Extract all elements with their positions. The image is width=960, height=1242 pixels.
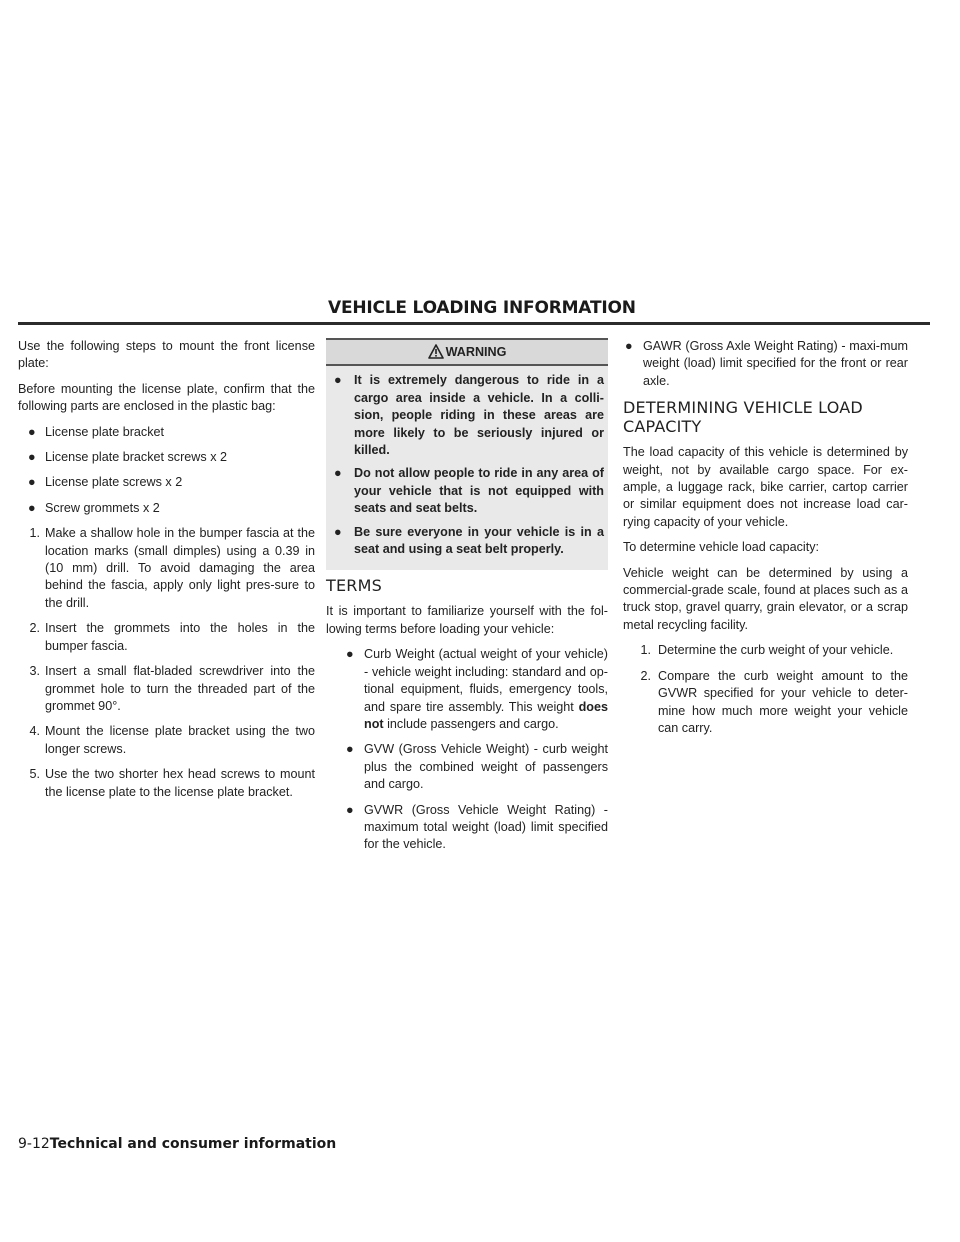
step-item: 5. Use the two shorter hex head screws to mount the license plate to the license plate bracket. [29,767,315,799]
load-steps [623,642,908,737]
list-item: ● It is extremely dangerous to ride in a cargo area inside a vehicle. In a colli-sion, people riding in these areas are more likely to be seriously injured or killed. [334,373,604,458]
list-item: ● License plate bracket screws x 2 [18,449,315,466]
bullet-icon: ● [334,524,342,539]
bullet-icon: ● [625,339,633,353]
list-item: ● GVW (Gross Vehicle Weight) - curb weight plus the combined weight of passengers and cargo. [346,742,608,792]
section-rule [18,322,930,325]
scale-paragraph: Vehicle weight can be determined by using a commercial-grade scale, found at places such as a truck stop, gravel quarry, grain elevator, or a scrap metal recycling facility. [623,565,908,632]
intro-paragraph: Use the following steps to mount the front license plate: [18,339,315,371]
list-item: ● Screw grommets x 2 [18,500,315,517]
step-item: 3. Insert a small flat-bladed screwdriver into the grommet hole to turn the threaded part of the grommet 90°. [29,664,315,713]
section-title: VEHICLE LOADING INFORMATION [328,298,636,318]
bullet-icon: ● [334,466,342,481]
bullet-icon: ● [28,450,36,465]
warning-label: WARNING [445,345,507,359]
parts-list [18,424,315,518]
step-item: 1. Make a shallow hole in the bumper fascia at the location marks (small dimples) using a 0.39 in (10 mm) drill. To avoid damaging the area behind the fascia, apply only light pres-sure to the drill. [29,526,315,610]
chapter-title: Technical and consumer information [49,1136,337,1152]
list-item: ● Be sure everyone in your vehicle is in a seat and using a seat belt properly. [334,524,604,557]
warning-header [326,338,608,366]
list-item: ● Do not allow people to ride in any area of your vehicle that is not equipped with seats and seat belts. [334,466,604,516]
warning-icon [428,344,444,359]
bullet-icon: ● [346,647,354,662]
warning-list [330,372,604,558]
load-capacity-heading: DETERMINING VEHICLE LOAD CAPACITY [623,398,863,437]
bullet-icon: ● [28,424,36,439]
bullet-icon: ● [28,500,36,515]
terms-heading: TERMS [326,576,382,596]
list-item: ● License plate bracket [18,424,315,441]
step-item: 2. Insert the grommets into the holes in the bumper fascia. [29,621,315,653]
list-item: ● License plate screws x 2 [18,474,315,491]
bullet-icon: ● [346,802,354,817]
mounting-steps [18,525,315,801]
column-middle [326,338,608,862]
load-capacity-paragraph: The load capacity of this vehicle is determined by weight, not by available cargo space. For ex-ample, a luggage rack, bike carrier, cartop carrier or similar equipment does not increase load car-rying capacity of your vehicle. [623,445,908,529]
list-item: ● GAWR (Gross Axle Weight Rating) - maxi-mum weight (load) limit specified for the front or rear axle. [625,339,908,388]
step-item: 2. Compare the curb weight amount to the GVWR specified for your vehicle to deter-mine how much more weight your vehicle can carry. [640,668,908,735]
confirm-paragraph: Before mounting the license plate, confirm that the following parts are enclosed in the plastic bag: [18,381,315,414]
bullet-icon: ● [346,742,354,757]
page-number: 9-12 [18,1136,50,1152]
warning-box [326,338,608,570]
bullet-icon: ● [334,373,342,388]
page-footer [18,1136,336,1152]
column-left [18,338,315,809]
list-item: ● Curb Weight (actual weight of your vehicle) - vehicle weight including: standard and op-tional equipment, fluids, emergency tools, and spare tire assembly. This weight does not include passengers and cargo. [346,647,608,731]
step-item: 4. Mount the license plate bracket using the two longer screws. [29,724,315,756]
column-right [623,338,908,745]
list-item: ● GVWR (Gross Vehicle Weight Rating) - maximum total weight (load) limit specified for the vehicle. [346,802,608,852]
terms-list-continued [623,338,908,390]
determine-paragraph: To determine vehicle load capacity: [623,540,820,555]
step-item: 1. Determine the curb weight of your vehicle. [640,643,894,658]
bullet-icon: ● [28,475,36,490]
terms-intro: It is important to familiarize yourself with the fol-lowing terms before loading your vehicle: [326,604,608,636]
terms-list [326,646,608,853]
